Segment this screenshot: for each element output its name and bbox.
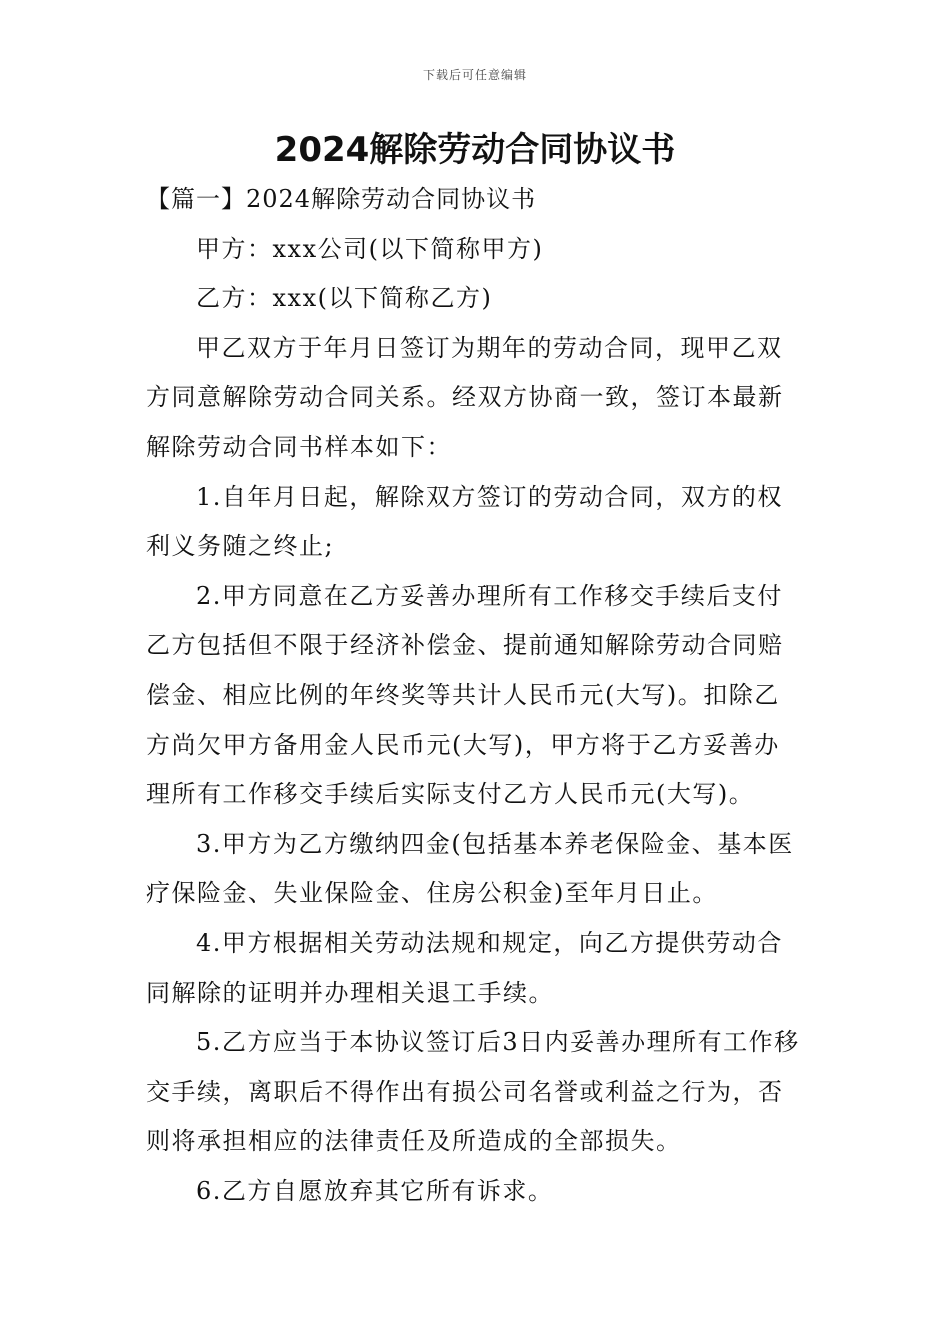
clause-2-line: 方尚欠甲方备用金人民币元(大写)，甲方将于乙方妥善办 (146, 730, 780, 759)
clause-3-line: 疗保险金、失业保险金、住房公积金)至年月日止。 (146, 879, 718, 908)
intro-line: 解除劳动合同书样本如下： (146, 432, 452, 461)
clause-4-line: 同解除的证明并办理相关退工手续。 (146, 978, 554, 1007)
clause-3-line: 3.甲方为乙方缴纳四金(包括基本养老保险金、基本医 (196, 829, 794, 858)
clause-2-line: 偿金、相应比例的年终奖等共计人民币元(大写)。扣除乙 (146, 680, 780, 709)
header-note: 下载后可任意编辑 (422, 68, 527, 82)
document-body (146, 175, 810, 1216)
clause-5-line: 则将承担相应的法律责任及所造成的全部损失。 (146, 1127, 682, 1156)
clause-5-line: 5.乙方应当于本协议签订后3日内妥善办理所有工作移 (196, 1028, 800, 1057)
clause-2-line: 理所有工作移交手续后实际支付乙方人民币元(大写)。 (146, 780, 755, 809)
clause-2-line: 乙方包括但不限于经济补偿金、提前通知解除劳动合同赔 (146, 631, 784, 660)
clause-5-line: 交手续，离职后不得作出有损公司名誉或利益之行为，否 (146, 1077, 784, 1106)
clause-4-line: 4.甲方根据相关劳动法规和规定，向乙方提供劳动合 (196, 928, 783, 957)
clause-1-line: 1.自年月日起，解除双方签订的劳动合同，双方的权 (196, 482, 783, 511)
intro-line: 甲乙双方于年月日签订为期年的劳动合同，现甲乙双 (196, 333, 783, 362)
clause-1-line: 利义务随之终止; (146, 532, 335, 561)
document-title: 2024解除劳动合同协议书 (274, 130, 676, 170)
clause-2-line: 2.甲方同意在乙方妥善办理所有工作移交手续后支付 (196, 581, 783, 610)
party-b-line: 乙方：xxx(以下简称乙方) (196, 284, 493, 313)
clause-6-line: 6.乙方自愿放弃其它所有诉求。 (196, 1176, 554, 1205)
intro-line: 方同意解除劳动合同关系。经双方协商一致，签订本最新 (146, 383, 784, 412)
party-a-line: 甲方：xxx公司(以下简称甲方) (196, 234, 544, 263)
section-heading: 【篇一】2024解除劳动合同协议书 (146, 185, 537, 213)
